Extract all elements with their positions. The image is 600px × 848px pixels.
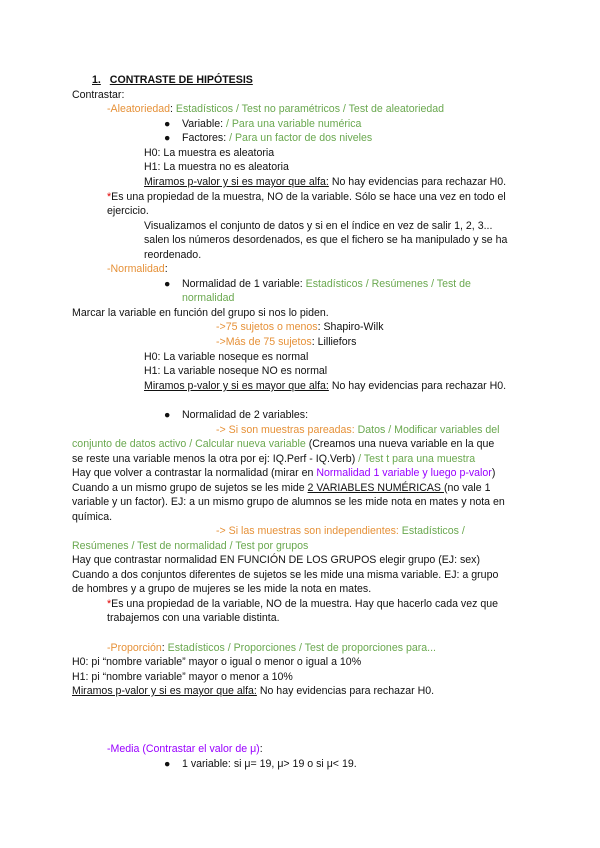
media-label: -Media (Contrastar el valor de μ) [107,743,260,755]
aleatoriedad-miramos [144,175,506,189]
prop-var-line-1 [107,597,498,611]
star-mark: * [107,598,112,610]
normalidad-colon: : [164,263,168,275]
bullet-icon: ● [164,278,171,290]
bullet-icon: ● [164,758,171,770]
volver-link: Normalidad 1 variable y luego p-valor [316,467,492,479]
pareadas-explain: (Creamos una nueva variable en la que [308,438,495,450]
contrastar-label: Contrastar: [72,89,125,101]
menos-75-label: ->75 sujetos o menos [216,321,318,333]
normalidad-h1: H1: La variable noseque NO es normal [144,365,328,377]
pareadas-path-cont: conjunto de datos activo / Calcular nueva variable [72,438,309,450]
dos-conj-line-1: Cuando a dos conjuntos diferentes de sujetos se les mide una misma variable. EJ: a grupo [72,569,499,581]
indep-line-1 [216,524,465,538]
aleatoriedad-vis-1: Visualizamos el conjunto de datos y si en el índice en vez de salir 1, 2, 3... [144,220,493,232]
aleatoriedad-vis-2: salen los números desordenados, es que el fichero se ha manipulado y se ha [144,234,508,246]
miramos-label: Miramos p-valor y si es mayor que alfa: [72,685,257,697]
aleatoriedad-note-1 [107,190,506,204]
menos-75-test: : Shapiro-Wilk [317,321,384,333]
heading-number: 1. [92,74,101,86]
normalidad-miramos [144,379,506,393]
indep-path: Estadísticos / [398,525,465,537]
proporcion-heading [107,641,436,655]
aleatoriedad-h0: H0: La muestra es aleatoria [144,147,275,159]
proporcion-label: -Proporción [107,642,162,654]
miramos-rest: No hay evidencias para rechazar H0. [328,380,507,392]
normalidad-h0: H0: La variable noseque es normal [144,351,309,363]
bullet-icon: ● [164,118,171,130]
proporcion-h1: H1: pi “nombre variable” mayor o menor a 10% [72,671,293,683]
miramos-rest: No hay evidencias para rechazar H0. [328,176,507,188]
normalidad-label: -Normalidad [107,263,165,275]
cuando-line-2: variable y un factor). EJ: a un mismo grupo de alumnos se les mide nota en mates y nota en [72,496,505,508]
factores-value: / Para un factor de dos niveles [226,132,373,144]
pareadas-label: -> Si son muestras pareadas: [216,424,355,436]
pareadas-path: Datos / Modificar variables del [354,424,500,436]
dos-conj-line-2: de hombres y a grupo de mujeres se les mide la nota en mates. [72,583,372,595]
menos-75-line [216,320,384,334]
aleatoriedad-colon: : [170,103,173,115]
prop-var-line-2: trabajemos con una variable distinta. [107,612,280,624]
aleatoriedad-h1: H1: La muestra no es aleatoria [144,161,289,173]
aleatoriedad-label: -Aleatoriedad [107,103,171,115]
volver-line [72,466,495,480]
media-colon: : [259,743,263,755]
pareadas-line-1 [216,423,500,437]
cuando-line-3: química. [72,511,113,523]
bullet-icon: ● [164,132,171,144]
pareadas-test: / Test t para una muestra [355,453,476,465]
indep-line-2: Resúmenes / Test de normalidad / Test por grupos [72,540,309,552]
mas-75-label: ->Más de 75 sujetos [216,336,312,348]
n2-label: Normalidad de 2 variables: [182,409,309,421]
cuando-text: Cuando a un mismo grupo de sujetos se les mide [72,482,308,494]
aleatoriedad-vis-3: reordenado. [144,249,202,261]
n1-path: Estadísticos / Resúmenes / Test de [302,278,471,290]
note-text: Es una propiedad de la muestra, NO de la variable. Sólo se hace una vez en todo el [111,191,506,203]
normalidad-1-item [164,277,471,291]
cuando-line-1 [72,481,490,495]
media-v1-text: 1 variable: si μ= 19, μ> 19 o si μ< 19. [182,758,357,770]
aleatoriedad-variable-item [164,117,361,131]
aleatoriedad-factores-item [164,131,372,145]
pareadas-line-2 [72,437,494,451]
volver-close: ) [491,467,496,479]
proporcion-h0: H0: pi “nombre variable” mayor o igual o menor o igual a 10% [72,656,362,668]
normalidad-heading [107,262,168,276]
variable-value: / Para una variable numérica [223,118,362,130]
normalidad-2-item [164,408,308,422]
factores-label: Factores: [182,132,227,144]
bullet-icon: ● [164,409,171,421]
indep-label: -> Si las muestras son independientes: [216,525,399,537]
heading-title: CONTRASTE DE HIPÓTESIS [109,74,253,86]
marcar-text: Marcar la variable en función del grupo si nos lo piden. [72,307,329,319]
media-1-item [164,757,357,771]
cuando-emph: 2 VARIABLES NUMÉRICAS [307,482,444,494]
miramos-rest: No hay evidencias para rechazar H0. [256,685,435,697]
star-mark: * [107,191,112,203]
pareadas-example: se reste una variable menos la otra por ej: IQ.Perf - IQ.Verb) [72,453,356,465]
proporcion-miramos [72,684,434,698]
hay-que-line: Hay que contrastar normalidad EN FUNCIÓN DE LOS GRUPOS elegir grupo (EJ: sex) [72,554,480,566]
proporcion-colon: : [161,642,165,654]
volver-text: Hay que volver a contrastar la normalidad (mirar en [72,467,317,479]
media-heading [107,742,263,756]
prop-var-text: Es una propiedad de la variable, NO de la muestra. Hay que hacerlo cada vez que [111,598,499,610]
mas-75-line [216,335,356,349]
n1-path-cont: normalidad [182,292,235,304]
n1-label: Normalidad de 1 variable: [182,278,303,290]
aleatoriedad-heading [107,102,444,116]
section-heading [92,73,253,87]
cuando-rest: (no vale 1 [443,482,491,494]
miramos-label: Miramos p-valor y si es mayor que alfa: [144,176,329,188]
proporcion-path: Estadísticos / Proporciones / Test de proporciones para... [164,642,436,654]
aleatoriedad-path: Estadísticos / Test no paramétricos / Test de aleatoriedad [172,103,445,115]
miramos-label: Miramos p-valor y si es mayor que alfa: [144,380,329,392]
variable-label: Variable: [182,118,224,130]
aleatoriedad-note-2: ejercicio. [107,205,149,217]
mas-75-test: : Lilliefors [311,336,357,348]
pareadas-line-3 [72,452,475,466]
